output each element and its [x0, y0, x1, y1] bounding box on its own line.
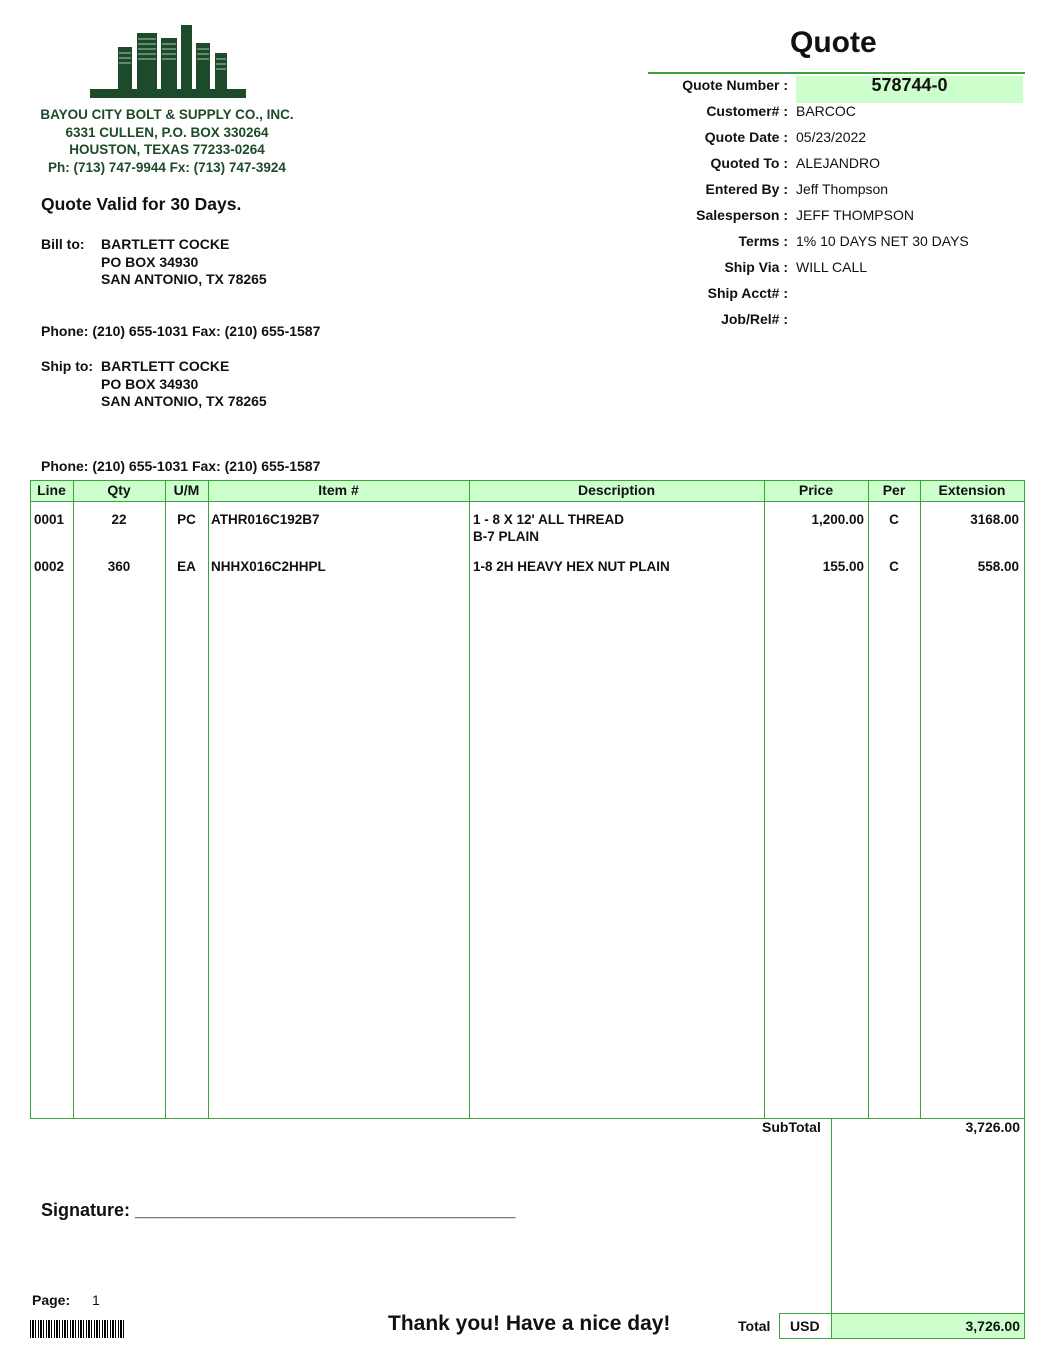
currency-box: USD [779, 1313, 832, 1339]
meta-label: Ship Acct# : [707, 285, 788, 301]
document-title: Quote [790, 26, 877, 59]
meta-value: 578744-0 [871, 75, 948, 95]
page-number: 1 [92, 1292, 100, 1308]
ship-to-address [101, 358, 267, 411]
cell-desc2: B-7 PLAIN [473, 529, 540, 544]
ship-to-label: Ship to: [41, 358, 94, 374]
validity-note: Quote Valid for 30 Days. [41, 194, 242, 214]
meta-label: Entered By : [705, 181, 788, 197]
ship-to-name: BARTLETT COCKE [101, 358, 230, 374]
bill-to-name: BARTLETT COCKE [101, 236, 230, 252]
meta-label: Quote Number : [682, 77, 788, 93]
meta-label: Customer# : [706, 103, 788, 119]
cell-line: 0001 [34, 512, 65, 527]
thank-you-message: Thank you! Have a nice day! [388, 1312, 671, 1335]
bill-to-line2: SAN ANTONIO, TX 78265 [101, 271, 267, 287]
ship-to-phone: Phone: (210) 655-1031 Fax: (210) 655-1587 [41, 458, 321, 474]
meta-value: BARCOC [796, 103, 856, 119]
cell-desc1: 1 - 8 X 12' ALL THREAD [473, 512, 624, 527]
cell-um: EA [177, 559, 196, 574]
meta-value: WILL CALL [796, 259, 868, 275]
cell-qty: 360 [107, 559, 131, 574]
cell-per: C [889, 559, 899, 574]
meta-label: Quoted To : [710, 155, 788, 171]
meta-label: Terms : [738, 233, 788, 249]
company-logo [88, 25, 248, 100]
meta-value: JEFF THOMPSON [796, 207, 914, 223]
meta-label: Job/Rel# : [721, 311, 788, 327]
cell-price: 155.00 [822, 559, 864, 574]
column-header: Item # [318, 482, 359, 498]
barcode [30, 1320, 125, 1338]
ship-to-line2: SAN ANTONIO, TX 78265 [101, 393, 267, 409]
column-header: Per [882, 482, 906, 498]
column-header: Description [577, 482, 655, 498]
company-address: 6331 CULLEN, P.O. BOX 330264 [65, 124, 269, 140]
total-value: 3,726.00 [831, 1313, 1025, 1339]
meta-label: Quote Date : [704, 129, 788, 145]
bill-to-phone: Phone: (210) 655-1031 Fax: (210) 655-1587 [41, 323, 321, 339]
bill-to-address [101, 236, 267, 289]
cell-price: 1,200.00 [811, 512, 864, 527]
column-header: Price [798, 482, 834, 498]
cell-um: PC [177, 512, 196, 527]
line-items-table [30, 480, 1025, 1119]
cell-ext: 3168.00 [970, 512, 1019, 527]
company-name: BAYOU CITY BOLT & SUPPLY CO., INC. [40, 107, 294, 122]
column-header: U/M [173, 482, 200, 498]
cell-line: 0002 [34, 559, 65, 574]
column-header: Extension [938, 482, 1006, 498]
cell-ext: 558.00 [977, 559, 1019, 574]
subtotal-label: SubTotal [762, 1119, 821, 1135]
cell-item: NHHX016C2HHPL [211, 559, 326, 574]
ship-to-line1: PO BOX 34930 [101, 375, 199, 392]
cell-qty: 22 [111, 512, 127, 527]
company-phones: Ph: (713) 747-9944 Fx: (713) 747-3924 [48, 159, 286, 175]
bill-to-label: Bill to: [41, 236, 85, 252]
column-header: Qty [107, 482, 131, 498]
total-label: Total [738, 1318, 771, 1334]
meta-label: Ship Via : [724, 259, 788, 275]
page-label: Page: [32, 1292, 71, 1308]
column-header: Line [37, 482, 66, 498]
cell-desc1: 1-8 2H HEAVY HEX NUT PLAIN [473, 559, 670, 574]
meta-value: 1% 10 DAYS NET 30 DAYS [796, 233, 969, 249]
signature-line: Signature: ______________________________________ [41, 1200, 516, 1220]
cell-per: C [889, 512, 899, 527]
bill-to-line1: PO BOX 34930 [101, 253, 199, 270]
meta-value: ALEJANDRO [796, 155, 881, 171]
meta-label: Salesperson : [696, 207, 788, 223]
meta-value: 05/23/2022 [796, 129, 867, 145]
meta-value: Jeff Thompson [796, 181, 889, 197]
cell-item: ATHR016C192B7 [211, 512, 320, 527]
subtotal-value: 3,726.00 [965, 1119, 1020, 1135]
company-city: HOUSTON, TEXAS 77233-0264 [69, 142, 265, 157]
